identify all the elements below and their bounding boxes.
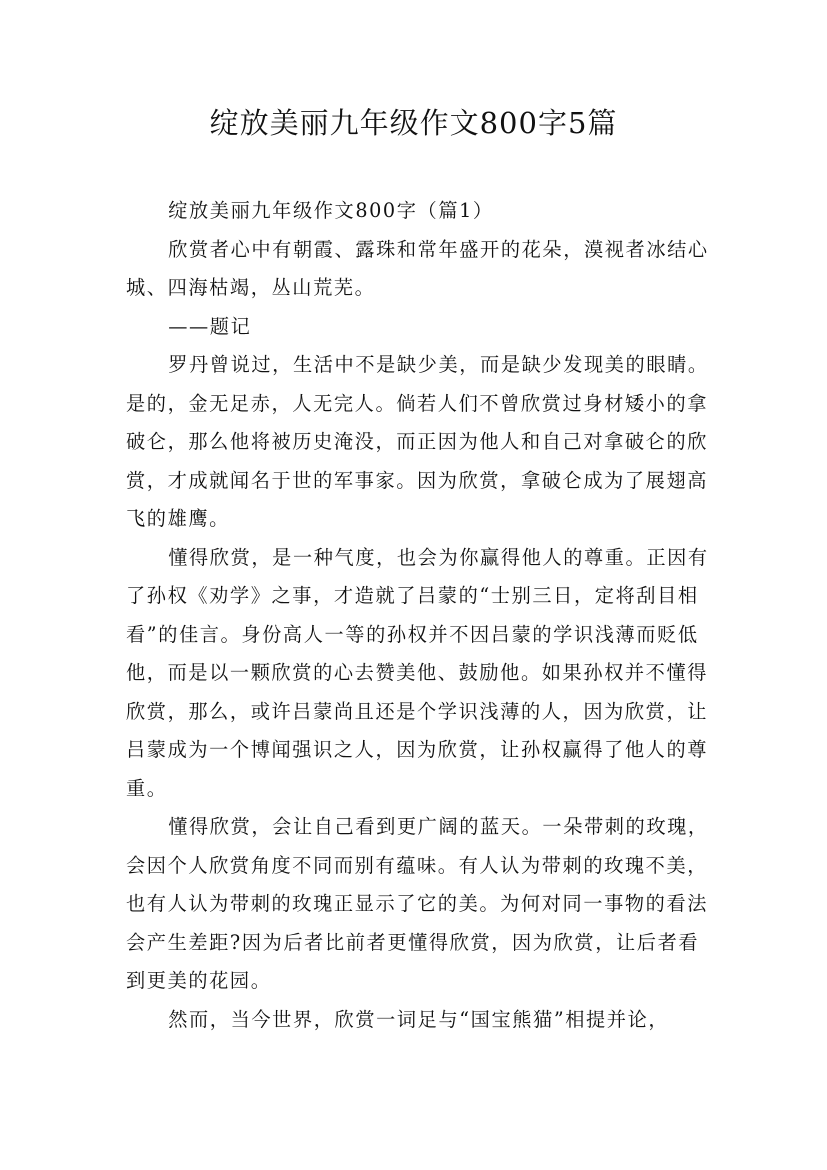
paragraph: 然而，当今世界，欣赏一词足与“国宝熊猫”相提并论， bbox=[168, 1007, 670, 1031]
paragraph: 懂得欣赏，是一种气度，也会为你赢得他人的尊重。正因有了孙权《劝学》之事，才造就了吕蒙的“士别三日，定将刮目相看”的佳言。身份高人一等的孙权并不因吕蒙的学识浅薄而贬低他，而是以一颗欣赏的心去赞美他、鼓励他。如果孙权并不懂得欣赏，那么，或许吕蒙尚且还是个学识浅薄的人，因为欣赏，让吕蒙成为一个博闻强识之人，因为欣赏，让孙权赢得了他人的尊重。 bbox=[126, 545, 709, 800]
paragraph-epigraph-source: ——题记 bbox=[168, 314, 252, 338]
paragraph: 懂得欣赏，会让自己看到更广阔的蓝天。一朵带刺的玫瑰，会因个人欣赏角度不同而别有蕴味。有人认为带刺的玫瑰不美，也有人认为带刺的玫瑰正显示了它的美。为何对同一事物的看法会产生差距?因为后者比前者更懂得欣赏，因为欣赏，让后者看到更美的花园。 bbox=[126, 815, 709, 992]
document-body bbox=[126, 192, 716, 1039]
section-heading: 绽放美丽九年级作文800字（篇1） bbox=[168, 199, 494, 222]
paragraph-epigraph: 欣赏者心中有朝霞、露珠和常年盛开的花朵，漠视者冰结心城、四海枯竭，丛山荒芜。 bbox=[126, 237, 709, 299]
document-title: 绽放美丽九年级作文800字5篇 bbox=[209, 106, 618, 140]
paragraph: 罗丹曾说过，生活中不是缺少美，而是缺少发现美的眼睛。是的，金无足赤，人无完人。倘若人们不曾欣赏过身材矮小的拿破仑，那么他将被历史淹没，而正因为他人和自己对拿破仑的欣赏，才成就闻名于世的军事家。因为欣赏，拿破仑成为了展翅高飞的雄鹰。 bbox=[126, 353, 709, 530]
